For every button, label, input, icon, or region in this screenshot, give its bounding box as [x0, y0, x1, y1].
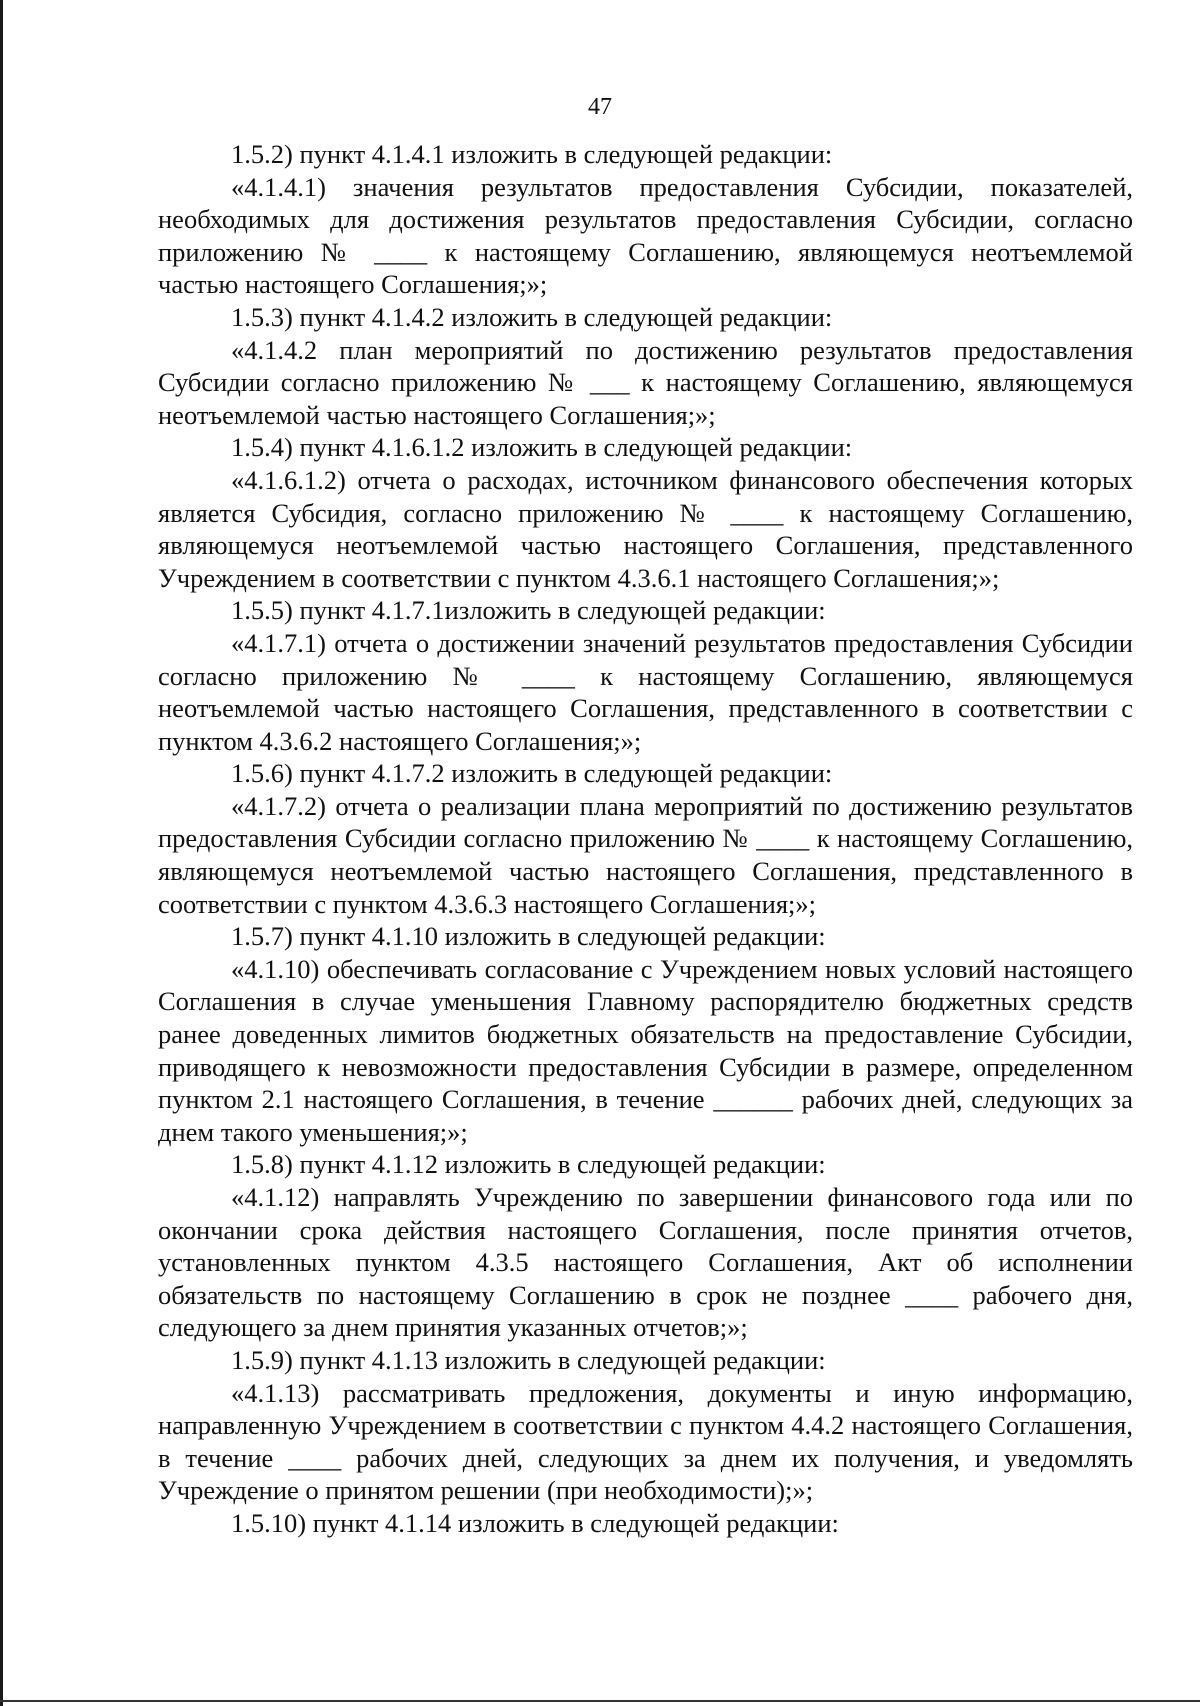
item-1-5-2: 1.5.2) пункт 4.1.4.1 изложить в следующей редакции:: [231, 139, 833, 169]
page-number: 47: [588, 94, 612, 120]
clause-4-1-4-2: «4.1.4.2 план мероприятий по достижению результатов предоставления Субсидии согласно приложению № ___ к настоящему Соглашению, являющемуся неотъемлемой частью настоящего Соглашения;»;: [158, 334, 1133, 430]
clause-4-1-13: «4.1.13) рассматривать предложения, документы и иную информацию, направленную Учреждением в соответствии с пунктом 4.4.2 настоящего Соглашения, в течение ____ рабочих дней, следующих за днем их получения, и уведомлять Учреждение о принятом решении (при необходимости);»;: [158, 1377, 1133, 1506]
scan-edge-bottom: [0, 1700, 1200, 1702]
item-1-5-6: 1.5.6) пункт 4.1.7.2 изложить в следующей редакции:: [231, 758, 833, 789]
clause-4-1-6-1-2: «4.1.6.1.2) отчета о расходах, источником финансового обеспечения которых является Субсидия, согласно приложению № ____ к настоящему Соглашению, являющемуся неотъемлемой частью настоящего Соглашения, представленного Учреждением в соответствии с пунктом 4.3.6.1 настоящего Соглашения;»;: [158, 464, 1133, 593]
item-1-5-5: 1.5.5) пункт 4.1.7.1изложить в следующей редакции:: [231, 595, 826, 626]
clause-4-1-7-2: «4.1.7.2) отчета о реализации плана мероприятий по достижению результатов предоставления Субсидии согласно приложению № ____ к настоящему Соглашению, являющемуся неотъемлемой частью настоящего Соглашения, представленного в соответствии с пунктом 4.3.6.3 настоящего Соглашения;»;: [158, 790, 1133, 919]
item-1-5-10: 1.5.10) пункт 4.1.14 изложить в следующей редакции:: [231, 1507, 839, 1538]
scan-edge-left: [0, 0, 3, 1706]
item-1-5-3: 1.5.3) пункт 4.1.4.2 изложить в следующей редакции:: [231, 301, 833, 332]
item-1-5-7: 1.5.7) пункт 4.1.10 изложить в следующей редакции:: [231, 921, 826, 952]
item-1-5-4: 1.5.4) пункт 4.1.6.1.2 изложить в следующей редакции:: [231, 432, 853, 463]
clause-4-1-7-1: «4.1.7.1) отчета о достижении значений результатов предоставления Субсидии согласно приложению № ____ к настоящему Соглашению, являющемуся неотъемлемой частью настоящего Соглашения, представленного в соответствии с пунктом 4.3.6.2 настоящего Соглашения;»;: [158, 627, 1133, 756]
item-1-5-8: 1.5.8) пункт 4.1.12 изложить в следующей редакции:: [231, 1149, 826, 1180]
clause-4-1-12: «4.1.12) направлять Учреждению по завершении финансового года или по окончании срока действия настоящего Соглашения, после принятия отчетов, установленных пунктом 4.3.5 настоящего Соглашения, Акт об исполнении обязательств по настоящему Соглашению в срок не позднее ____ рабочего дня, следующего за днем принятия указанных отчетов;»;: [158, 1182, 1133, 1343]
item-1-5-9: 1.5.9) пункт 4.1.13 изложить в следующей редакции:: [231, 1344, 826, 1375]
clause-4-1-10: «4.1.10) обеспечивать согласование с Учреждением новых условий настоящего Соглашения в случае уменьшения Главному распорядителю бюджетных средств ранее доведенных лимитов бюджетных обязательств на предоставление Субсидии, приводящего к невозможности предоставления Субсидии в размере, определенном пунктом 2.1 настоящего Соглашения, в течение ______ рабочих дней, следующих за днем такого уменьшения;»;: [158, 953, 1133, 1147]
clause-4-1-4-1: «4.1.4.1) значения результатов предоставления Субсидии, показателей, необходимых для достижения результатов предоставления Субсидии, согласно приложению № ____ к настоящему Соглашению, являющемуся неотъемлемой частью настоящего Соглашения;»;: [158, 171, 1133, 300]
document-body: [158, 138, 1133, 1540]
